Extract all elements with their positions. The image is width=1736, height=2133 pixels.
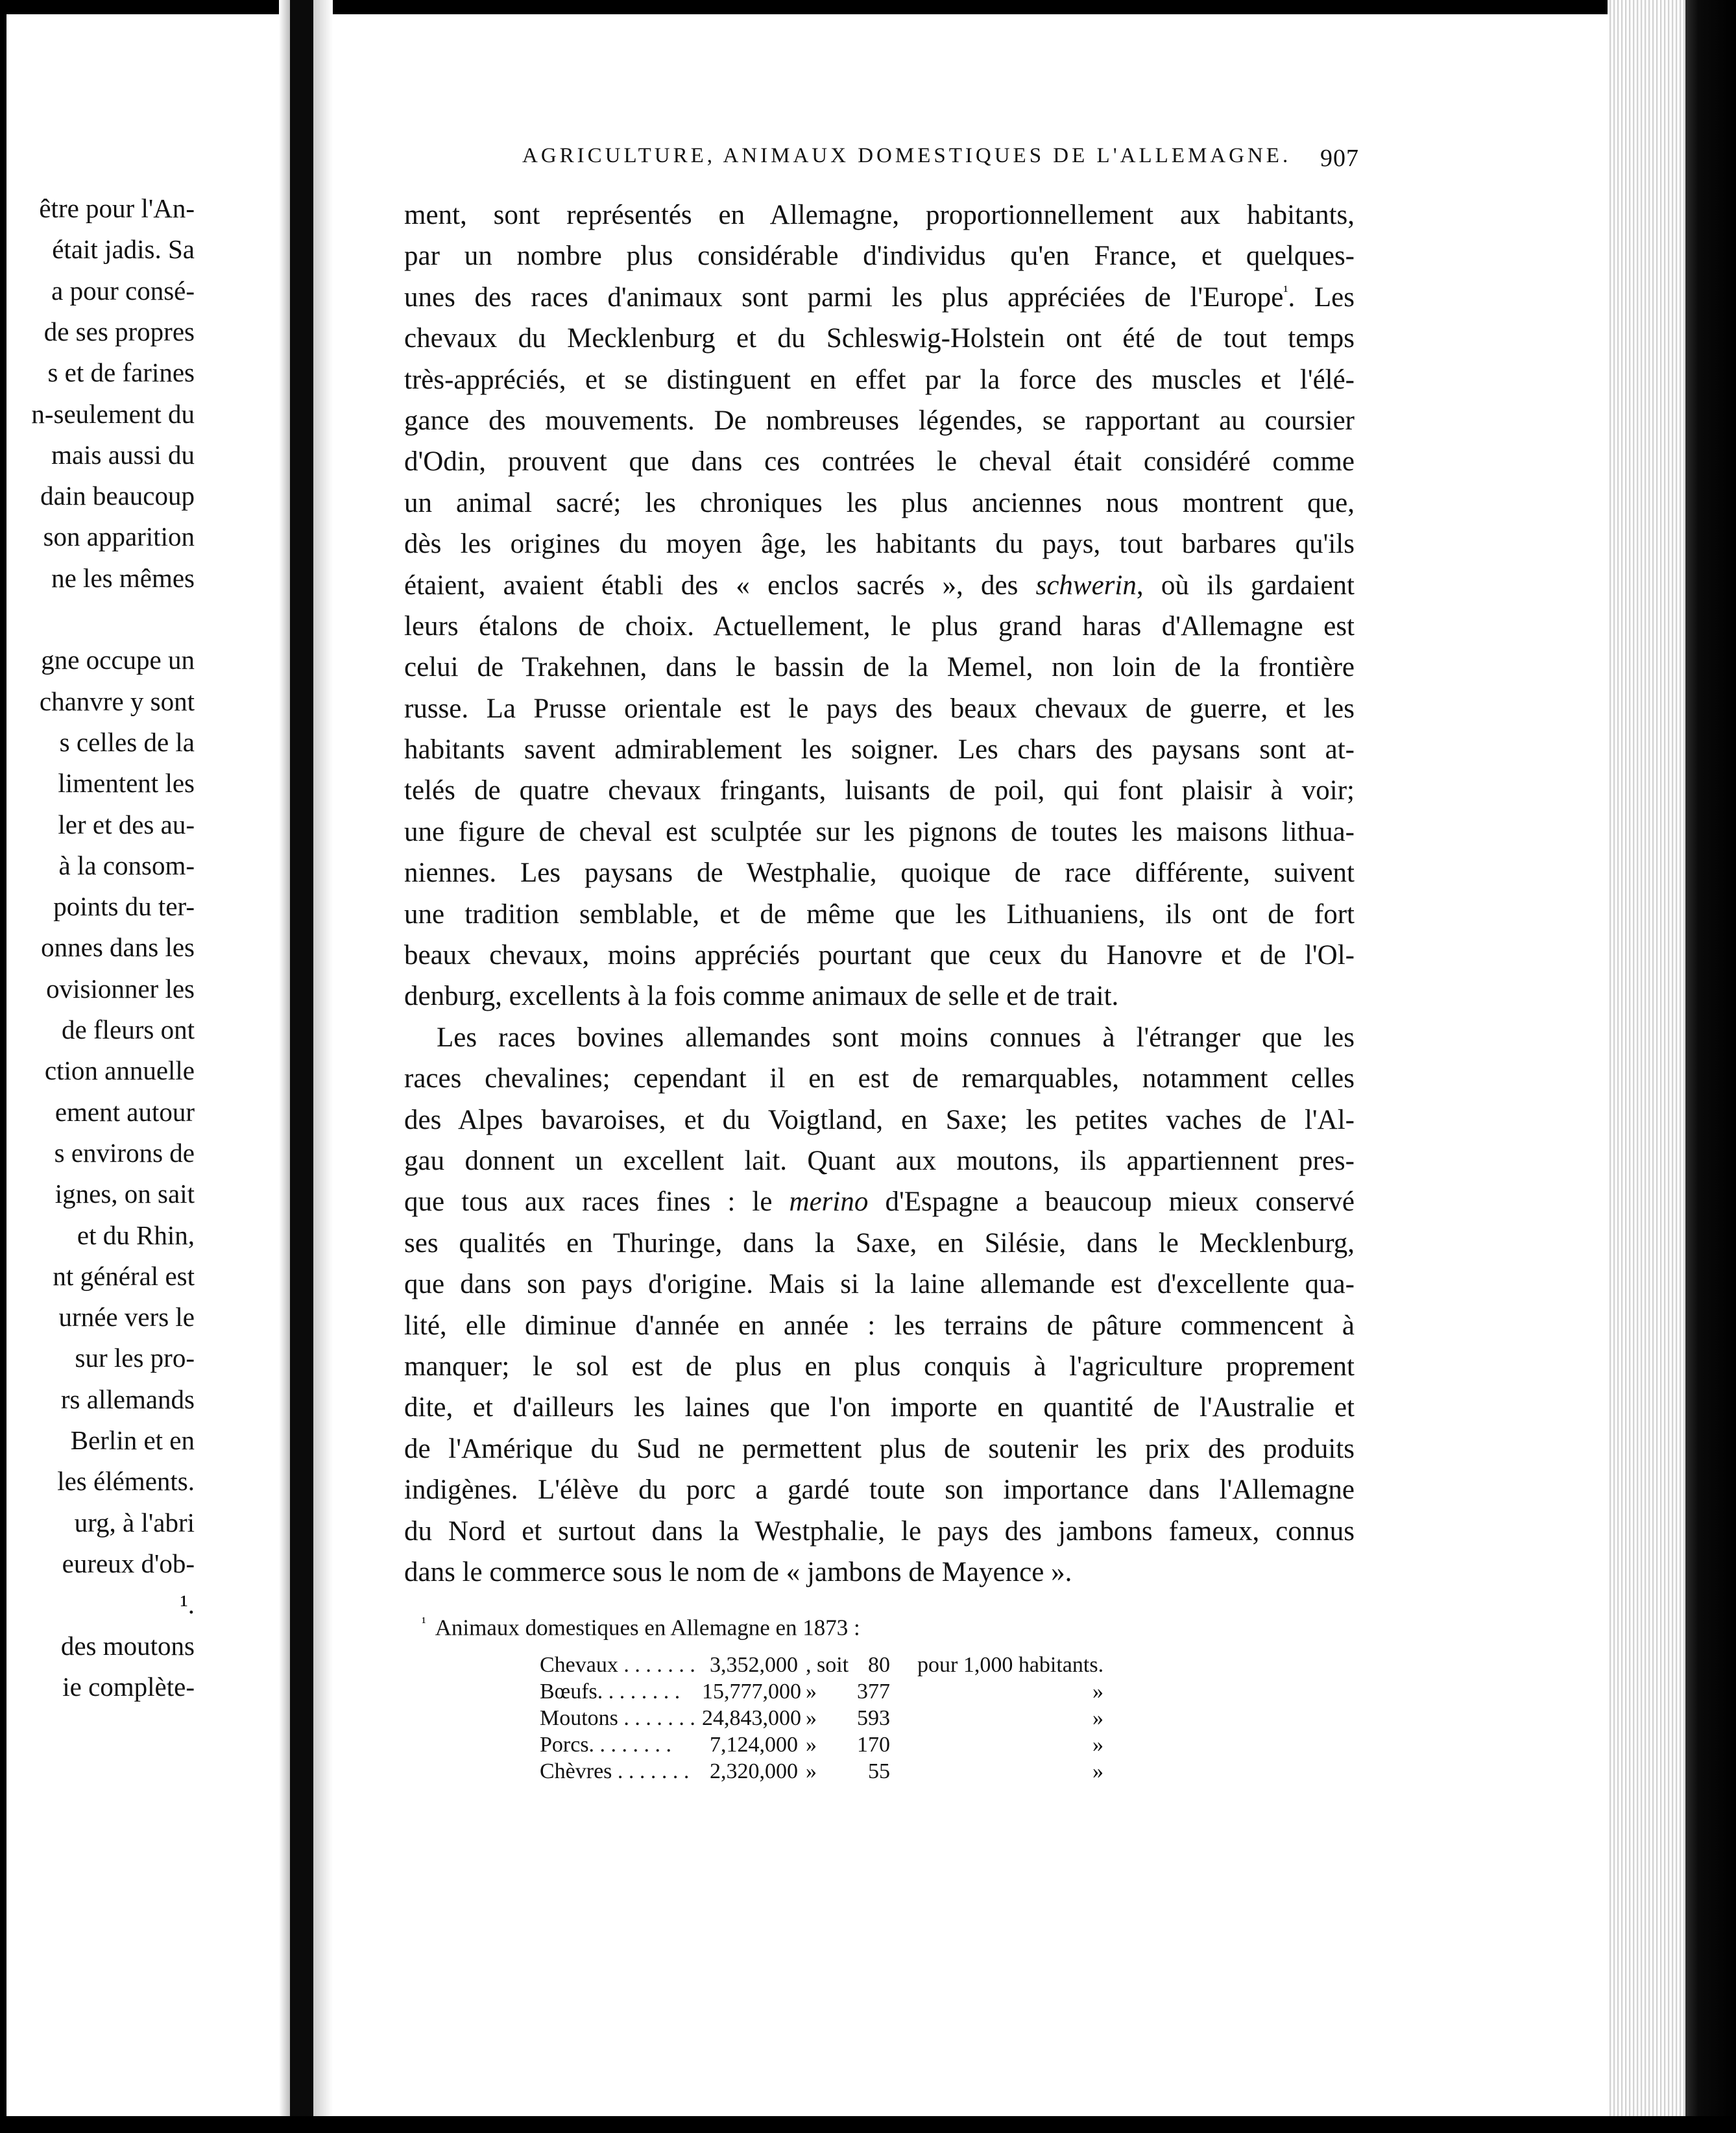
left-page-line: Berlin et en: [70, 1425, 195, 1455]
text-line: étaient, avaient établi des « enclos sacrés », des schwerin, où ils gardaient: [404, 570, 1355, 601]
table-cell-per: 55: [868, 1759, 890, 1783]
left-page-line: ovisionner les: [46, 973, 195, 1004]
text-line: d'Odin, prouvent que dans ces contrées le cheval était considéré comme: [404, 446, 1355, 477]
table-cell-sep: , soit: [806, 1653, 849, 1677]
italic-term: schwerin: [1035, 570, 1137, 601]
text-line: gance des mouvements. De nombreuses légendes, se rapportant au coursier: [404, 405, 1355, 436]
text-line: telés de quatre chevaux fringants, luisants de poil, qui font plaisir à voir;: [404, 775, 1355, 806]
table-cell-count: 3,352,000: [710, 1653, 798, 1677]
text-line: de l'Amérique du Sud ne permettent plus de soutenir les prix des produits: [404, 1433, 1355, 1464]
text-line: manquer; le sol est de plus en plus conquis à l'agriculture proprement: [404, 1351, 1355, 1382]
text-line: chevaux du Mecklenburg et du Schleswig-Holstein ont été de tout temps: [404, 323, 1355, 354]
text-line: ment, sont représentés en Allemagne, proportionnellement aux habitants,: [404, 200, 1355, 230]
table-cell-quote: »: [1092, 1733, 1103, 1757]
left-page-line: gne occupe un: [41, 645, 195, 675]
left-page-line: urg, à l'abri: [74, 1507, 195, 1537]
text-line: unes des races d'animaux sont parmi les plus appréciées de l'Europe$^{^1}$. Les: [404, 282, 1355, 313]
text-line: un animal sacré; les chroniques les plus anciennes nous montrent que,: [404, 487, 1355, 518]
left-page-line: s et de farines: [47, 357, 195, 388]
table-cell-per: 593: [857, 1706, 890, 1730]
table-cell-animal: Chevaux . . . . . . .: [540, 1653, 695, 1677]
left-page-line: ction annuelle: [44, 1055, 195, 1086]
left-page-line: son apparition: [43, 522, 195, 552]
running-head-title: AGRICULTURE, ANIMAUX DOMESTIQUES DE L'ALLEMAGNE.: [522, 144, 1292, 167]
left-page-line: les éléments.: [57, 1466, 195, 1497]
left-page-line: ie complète-: [62, 1671, 195, 1702]
footnote-marker: ¹: [422, 1614, 426, 1630]
left-page-line: ne les mêmes: [51, 562, 195, 593]
page-shadow: [313, 0, 333, 2133]
table-cell-count: 15,777,000: [702, 1680, 801, 1704]
text-line: dès les origines du moyen âge, les habitants du pays, tout barbares qu'ils: [404, 529, 1355, 560]
table-cell-count: 7,124,000: [710, 1733, 798, 1757]
left-page-line: onnes dans les: [41, 932, 195, 963]
italic-term: merino: [789, 1187, 869, 1218]
text-line: une tradition semblable, et de même que les Lithuaniens, ils ont de fort: [404, 898, 1355, 930]
text-line: ses qualités en Thuringe, dans la Saxe, en Silésie, dans le Mecklenburg,: [404, 1227, 1355, 1259]
text-line: que tous aux races fines : le merino d'Espagne a beaucoup mieux conservé: [404, 1187, 1355, 1218]
text-line: dans le commerce sous le nom de « jambons de Mayence ».: [404, 1556, 1072, 1587]
text-line: beaux chevaux, moins appréciés pourtant que ceux du Hanovre et de l'Ol-: [404, 940, 1355, 971]
table-cell-per: 80: [868, 1653, 890, 1677]
scan-border-top: [0, 0, 1736, 14]
text-line: habitants savent admirablement les soigner. Les chars des paysans sont at-: [404, 734, 1355, 765]
left-page-line: ignes, on sait: [54, 1179, 195, 1209]
left-page-line: ement autour: [54, 1096, 195, 1127]
body-text: [404, 195, 1355, 1593]
left-page-line: n-seulement du: [31, 398, 195, 429]
left-page-line: de ses propres: [43, 316, 195, 346]
left-page-line: mais aussi du: [51, 439, 195, 470]
left-page-line: a pour consé-: [51, 275, 195, 306]
left-page-line: ler et des au-: [58, 809, 195, 839]
left-page-line: eureux d'ob-: [62, 1548, 195, 1578]
text-line: par un nombre plus considérable d'individus qu'en France, et quelques-: [404, 241, 1355, 272]
left-page-line: points du ter-: [53, 891, 195, 922]
left-page-line: des moutons: [60, 1630, 195, 1661]
left-page-line: nt général est: [53, 1260, 195, 1291]
left-page-line: et du Rhin,: [77, 1220, 195, 1250]
text-line: que dans son pays d'origine. Mais si la laine allemande est d'excellente qua-: [404, 1269, 1355, 1300]
table-cell-count: 24,843,000: [702, 1706, 801, 1730]
left-page-line: rs allemands: [60, 1384, 195, 1414]
text-line: russe. La Prusse orientale est le pays des beaux chevaux de guerre, et les: [404, 693, 1355, 724]
left-page-line: à la consom-: [58, 850, 195, 880]
table-cell-per: 170: [857, 1733, 890, 1757]
text-line: du Nord et surtout dans la Westphalie, le pays des jambons fameux, connus: [404, 1515, 1355, 1547]
scan-border-right: [1685, 0, 1736, 2133]
text-line: leurs étalons de choix. Actuellement, le plus grand haras d'Allemagne est: [404, 610, 1355, 642]
table-cell-sep: »: [806, 1759, 817, 1783]
text-line: dite, et d'ailleurs les laines que l'on importe en quantité de l'Australie et: [404, 1392, 1355, 1423]
left-page-line: dain beaucoup: [40, 481, 195, 511]
text-line: des Alpes bavaroises, et du Voigtland, en Saxe; les petites vaches de l'Al-: [404, 1104, 1355, 1135]
text-line: une figure de cheval est sculptée sur les pignons de toutes les maisons lithua-: [404, 816, 1355, 847]
table-cell-animal: Bœufs. . . . . . . .: [540, 1680, 681, 1704]
table-cell-count: 2,320,000: [710, 1759, 798, 1783]
text-line: très-appréciés, et se distinguent en effet par la force des muscles et l'élé-: [404, 364, 1355, 395]
left-page-line: s celles de la: [59, 727, 195, 757]
text-line: races chevalines; cependant il en est de remarquables, notamment celles: [404, 1063, 1355, 1094]
left-page-line: sur les pro-: [75, 1343, 195, 1373]
left-page-line: était jadis. Sa: [52, 234, 195, 265]
footnote-title: $^{^1}$ Animaux domestiques en Allemagne en 1873 :: [422, 1614, 860, 1641]
page-number: 907: [1320, 145, 1359, 172]
table-cell-sep: »: [806, 1680, 817, 1704]
text-line: gau donnent un excellent lait. Quant aux moutons, ils appartiennent pres-: [404, 1145, 1355, 1176]
left-page-line: s environs de: [54, 1137, 195, 1168]
book-gutter: [290, 0, 313, 2133]
text-line: celui de Trakehnen, dans le bassin de la Memel, non loin de la frontière: [404, 652, 1355, 683]
left-page-line: chanvre y sont: [39, 686, 195, 716]
table-cell-animal: Porcs. . . . . . . .: [540, 1733, 672, 1757]
text-line: denburg, excellents à la fois comme animaux de selle et de trait.: [404, 981, 1119, 1012]
table-cell-note: pour 1,000 habitants.: [917, 1653, 1104, 1677]
page-edges: [1608, 0, 1685, 2133]
table-cell-sep: »: [806, 1733, 817, 1757]
left-page-line: ¹.: [180, 1589, 195, 1620]
text-line: indigènes. L'élève du porc a gardé toute son importance dans l'Allemagne: [404, 1475, 1355, 1506]
text-line: Les races bovines allemandes sont moins connues à l'étranger que les: [437, 1022, 1355, 1053]
footnote-ref: ¹: [1283, 283, 1288, 300]
text-line: lité, elle diminue d'année en année : les terrains de pâture commencent à: [404, 1310, 1355, 1341]
table-cell-animal: Chèvres . . . . . . .: [540, 1759, 690, 1783]
left-page-line: de fleurs ont: [62, 1015, 195, 1044]
table-cell-quote: »: [1092, 1706, 1103, 1730]
table-cell-quote: »: [1092, 1759, 1103, 1783]
scan-border-bottom: [0, 2116, 1736, 2133]
gutter-fade: [279, 0, 290, 2133]
left-page-line: limentent les: [58, 768, 195, 799]
table-cell-per: 377: [857, 1680, 890, 1704]
scan-border-left: [0, 0, 6, 2133]
table-cell-quote: »: [1092, 1680, 1103, 1704]
left-page-line: urnée vers le: [58, 1302, 195, 1332]
table-cell-sep: »: [806, 1706, 817, 1730]
table-cell-animal: Moutons . . . . . . .: [540, 1706, 695, 1730]
text-line: niennes. Les paysans de Westphalie, quoique de race différente, suivent: [404, 858, 1355, 889]
left-page-line: être pour l'An-: [39, 193, 195, 223]
